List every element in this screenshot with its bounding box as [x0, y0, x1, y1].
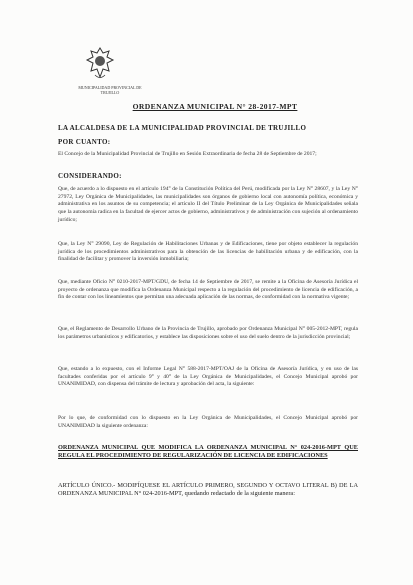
considerando-paragraph-3: Que, mediante Oficio N° 0210-2017-MPT/GDU, de fecha 14 de Septiembre de 2017, se remite a la Oficina de Asesoría Jurídica el proyecto de ordenanza que modifica la Ordenanza Municipal respecto a la regulación del procedimiento de licencia de edificación, a fin de contar con los lineamientos que permitan una adecuada aplicación de las normas, de conformidad con la normativa vigente; [58, 279, 358, 301]
por-cuanto-text: El Concejo de la Municipalidad Provincial de Trujillo en Sesión Extraordinaria de fecha 28 de Septiembre de 2017; [58, 151, 317, 157]
issuing-authority: LA ALCALDESA DE LA MUNICIPALIDAD PROVINCIAL DE TRUJILLO [58, 124, 307, 132]
considerando-heading: CONSIDERANDO: [58, 172, 122, 180]
closing-paragraph: Por lo que, de conformidad con lo dispuesto en la Ley Orgánica de Municipalidades, el Concejo Municipal aprobó por UNANIMIDAD la siguiente ordenanza: [58, 415, 358, 429]
considerando-paragraph-2: Que, la Ley N° 29090, Ley de Regulación de Habilitaciones Urbanas y de Edificaciones, tiene por objeto establecer la regulación jurídica de los procedimientos administrativos para la obtención de las licencias de habilitación urbana y de edificación, con la finalidad de facilitar y promover la inversión inmobiliaria; [58, 241, 358, 263]
considerando-paragraph-4: Que, el Reglamento de Desarrollo Urbano de la Provincia de Trujillo, aprobado por Ordenanza Municipal N° 005-2012-MPT, regula los parámetros urbanísticos y edificatorios, y establece las disposiciones sobre el uso del suelo dentro de la jurisdicción provincial; [58, 326, 358, 340]
ordinance-title: ORDENANZA MUNICIPAL QUE MODIFICA LA ORDENANZA MUNICIPAL N° 024-2016-MPT QUE REGULA EL PROCEDIMIENTO DE REGULARIZACIÓN DE LICENCIA DE EDIFICACIONES [58, 444, 358, 460]
considerando-paragraph-1: Que, de acuerdo a lo dispuesto en el artículo 194° de la Constitución Política del Perú, modificada por la Ley N° 28607, y la Ley N° 27972, Ley Orgánica de Municipalidades, las municipalidades son órganos de gobierno local con autonomía política, económica y administrativa en los asuntos de su competencia; el artículo II del Título Preliminar de la Ley Orgánica de Municipalidades señala que la autonomía radica en la facultad de ejercer actos de gobierno, administrativos y de administración con sujeción al ordenamiento jurídico; [58, 186, 358, 223]
considerando-paragraph-5: Que, estando a lo expuesto, con el Informe Legal N° 588-2017-MPT/OAJ de la Oficina de Asesoría Jurídica, y en uso de las facultades conferidas por el artículo 9° y 40° de la Ley Orgánica de Municipalidades, el Concejo Municipal aprobó por UNANIMIDAD, con dispensa del trámite de lectura y aprobación del acta, la siguiente: [58, 366, 358, 388]
document-title: ORDENANZA MUNICIPAL N° 28-2017-MPT [132, 102, 298, 111]
article-text: ARTÍCULO ÚNICO.- MODIFÍQUESE EL ARTÍCULO PRIMERO, SEGUNDO Y OCTAVO LITERAL B) DE LA ORDENANZA MUNICIPAL N° 024-2016-MPT, quedando redactado de la siguiente manera: [58, 482, 358, 498]
institution-caption: MUNICIPALIDAD PROVINCIAL DE TRUJILLO [78, 85, 142, 95]
municipal-crest-icon [85, 45, 115, 81]
por-cuanto-heading: POR CUANTO: [58, 138, 111, 146]
